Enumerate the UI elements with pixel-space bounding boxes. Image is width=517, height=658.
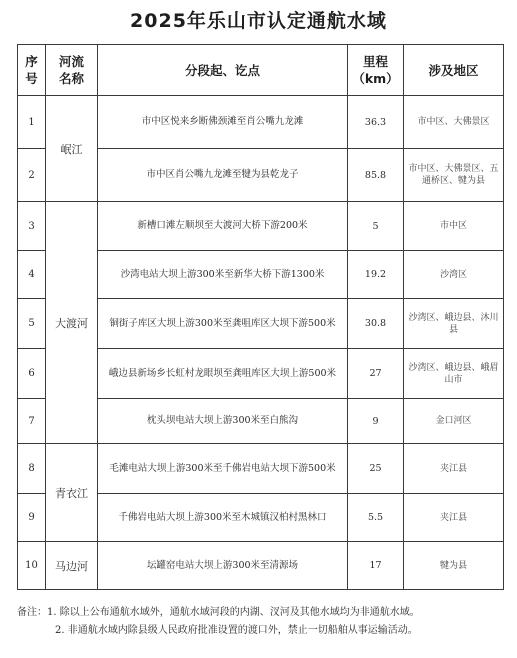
area-cell: 夹江县	[404, 444, 504, 494]
note-2: 2. 非通航水域内除县级人民政府批准设置的渡口外，禁止一切船舶从事运输活动。	[55, 625, 418, 636]
row-index: 5	[18, 299, 46, 349]
table-row	[18, 202, 504, 251]
segment-cell: 坛罐窑电站大坝上游300米至清源场	[98, 542, 348, 590]
segment-cell: 峨边县新场乡长虹村龙眼坝至龚咀库区大坝上游500米	[98, 349, 348, 399]
area-cell: 夹江县	[404, 494, 504, 542]
header-river-line-2: 名称	[58, 71, 84, 86]
table-row	[18, 96, 504, 149]
area-cell: 市中区、大佛景区、五通桥区、犍为县	[404, 149, 504, 202]
segment-cell: 毛滩电站大坝上游300米至千佛岩电站大坝下游500米	[98, 444, 348, 494]
segment-cell: 枕头坝电站大坝上游300米至白熊沟	[98, 399, 348, 444]
river-name: 岷江	[46, 96, 98, 202]
note-1: 备注：1. 除以上公布通航水域外，通航水域河段的内湖、汊河及其他水域均为非通航水域。	[17, 607, 420, 618]
km-cell: 19.2	[348, 251, 404, 299]
header-river	[46, 45, 98, 96]
area-cell: 犍为县	[404, 542, 504, 590]
km-cell: 17	[348, 542, 404, 590]
header-river-line-1: 河流	[58, 54, 84, 69]
km-cell: 27	[348, 349, 404, 399]
km-cell: 25	[348, 444, 404, 494]
row-index: 8	[18, 444, 46, 494]
notes-section	[17, 604, 507, 640]
row-index: 2	[18, 149, 46, 202]
page-title: 2025年乐山市认定通航水域	[130, 10, 387, 32]
header-segment: 分段起、讫点	[98, 45, 348, 96]
river-name: 大渡河	[46, 202, 98, 444]
row-index: 1	[18, 96, 46, 149]
navigable-waters-table	[17, 44, 504, 590]
km-cell: 5.5	[348, 494, 404, 542]
area-cell: 沙湾区、峨边县、峨眉山市	[404, 349, 504, 399]
table-row	[18, 444, 504, 494]
table-header-row	[18, 45, 504, 96]
header-area: 涉及地区	[404, 45, 504, 96]
header-index-line-2: 号	[25, 71, 38, 86]
river-name: 马边河	[46, 542, 98, 590]
segment-cell: 千佛岩电站大坝上游300米至木城镇汉柏村黑林口	[98, 494, 348, 542]
header-km-line-2: （km）	[352, 71, 399, 86]
row-index: 3	[18, 202, 46, 251]
area-cell: 沙湾区	[404, 251, 504, 299]
row-index: 7	[18, 399, 46, 444]
header-index-line-1: 序	[25, 54, 38, 69]
area-cell: 沙湾区、峨边县、沐川县	[404, 299, 504, 349]
row-index: 10	[18, 542, 46, 590]
segment-cell: 铜街子库区大坝上游300米至龚咀库区大坝下游500米	[98, 299, 348, 349]
area-cell: 市中区	[404, 202, 504, 251]
segment-cell: 沙湾电站大坝上游300米至新华大桥下游1300米	[98, 251, 348, 299]
river-name: 青衣江	[46, 444, 98, 542]
km-cell: 30.8	[348, 299, 404, 349]
segment-cell: 新槽口滩左顺坝至大渡河大桥下游200米	[98, 202, 348, 251]
header-km	[348, 45, 404, 96]
km-cell: 9	[348, 399, 404, 444]
km-cell: 5	[348, 202, 404, 251]
area-cell: 市中区、大佛景区	[404, 96, 504, 149]
km-cell: 36.3	[348, 96, 404, 149]
header-index	[18, 45, 46, 96]
table-row	[18, 542, 504, 590]
row-index: 6	[18, 349, 46, 399]
segment-cell: 市中区肖公嘴九龙滩至犍为县乾龙子	[98, 149, 348, 202]
row-index: 9	[18, 494, 46, 542]
segment-cell: 市中区悦来乡断佛颈滩至肖公嘴九龙滩	[98, 96, 348, 149]
area-cell: 金口河区	[404, 399, 504, 444]
header-km-line-1: 里程	[362, 54, 388, 69]
row-index: 4	[18, 251, 46, 299]
km-cell: 85.8	[348, 149, 404, 202]
